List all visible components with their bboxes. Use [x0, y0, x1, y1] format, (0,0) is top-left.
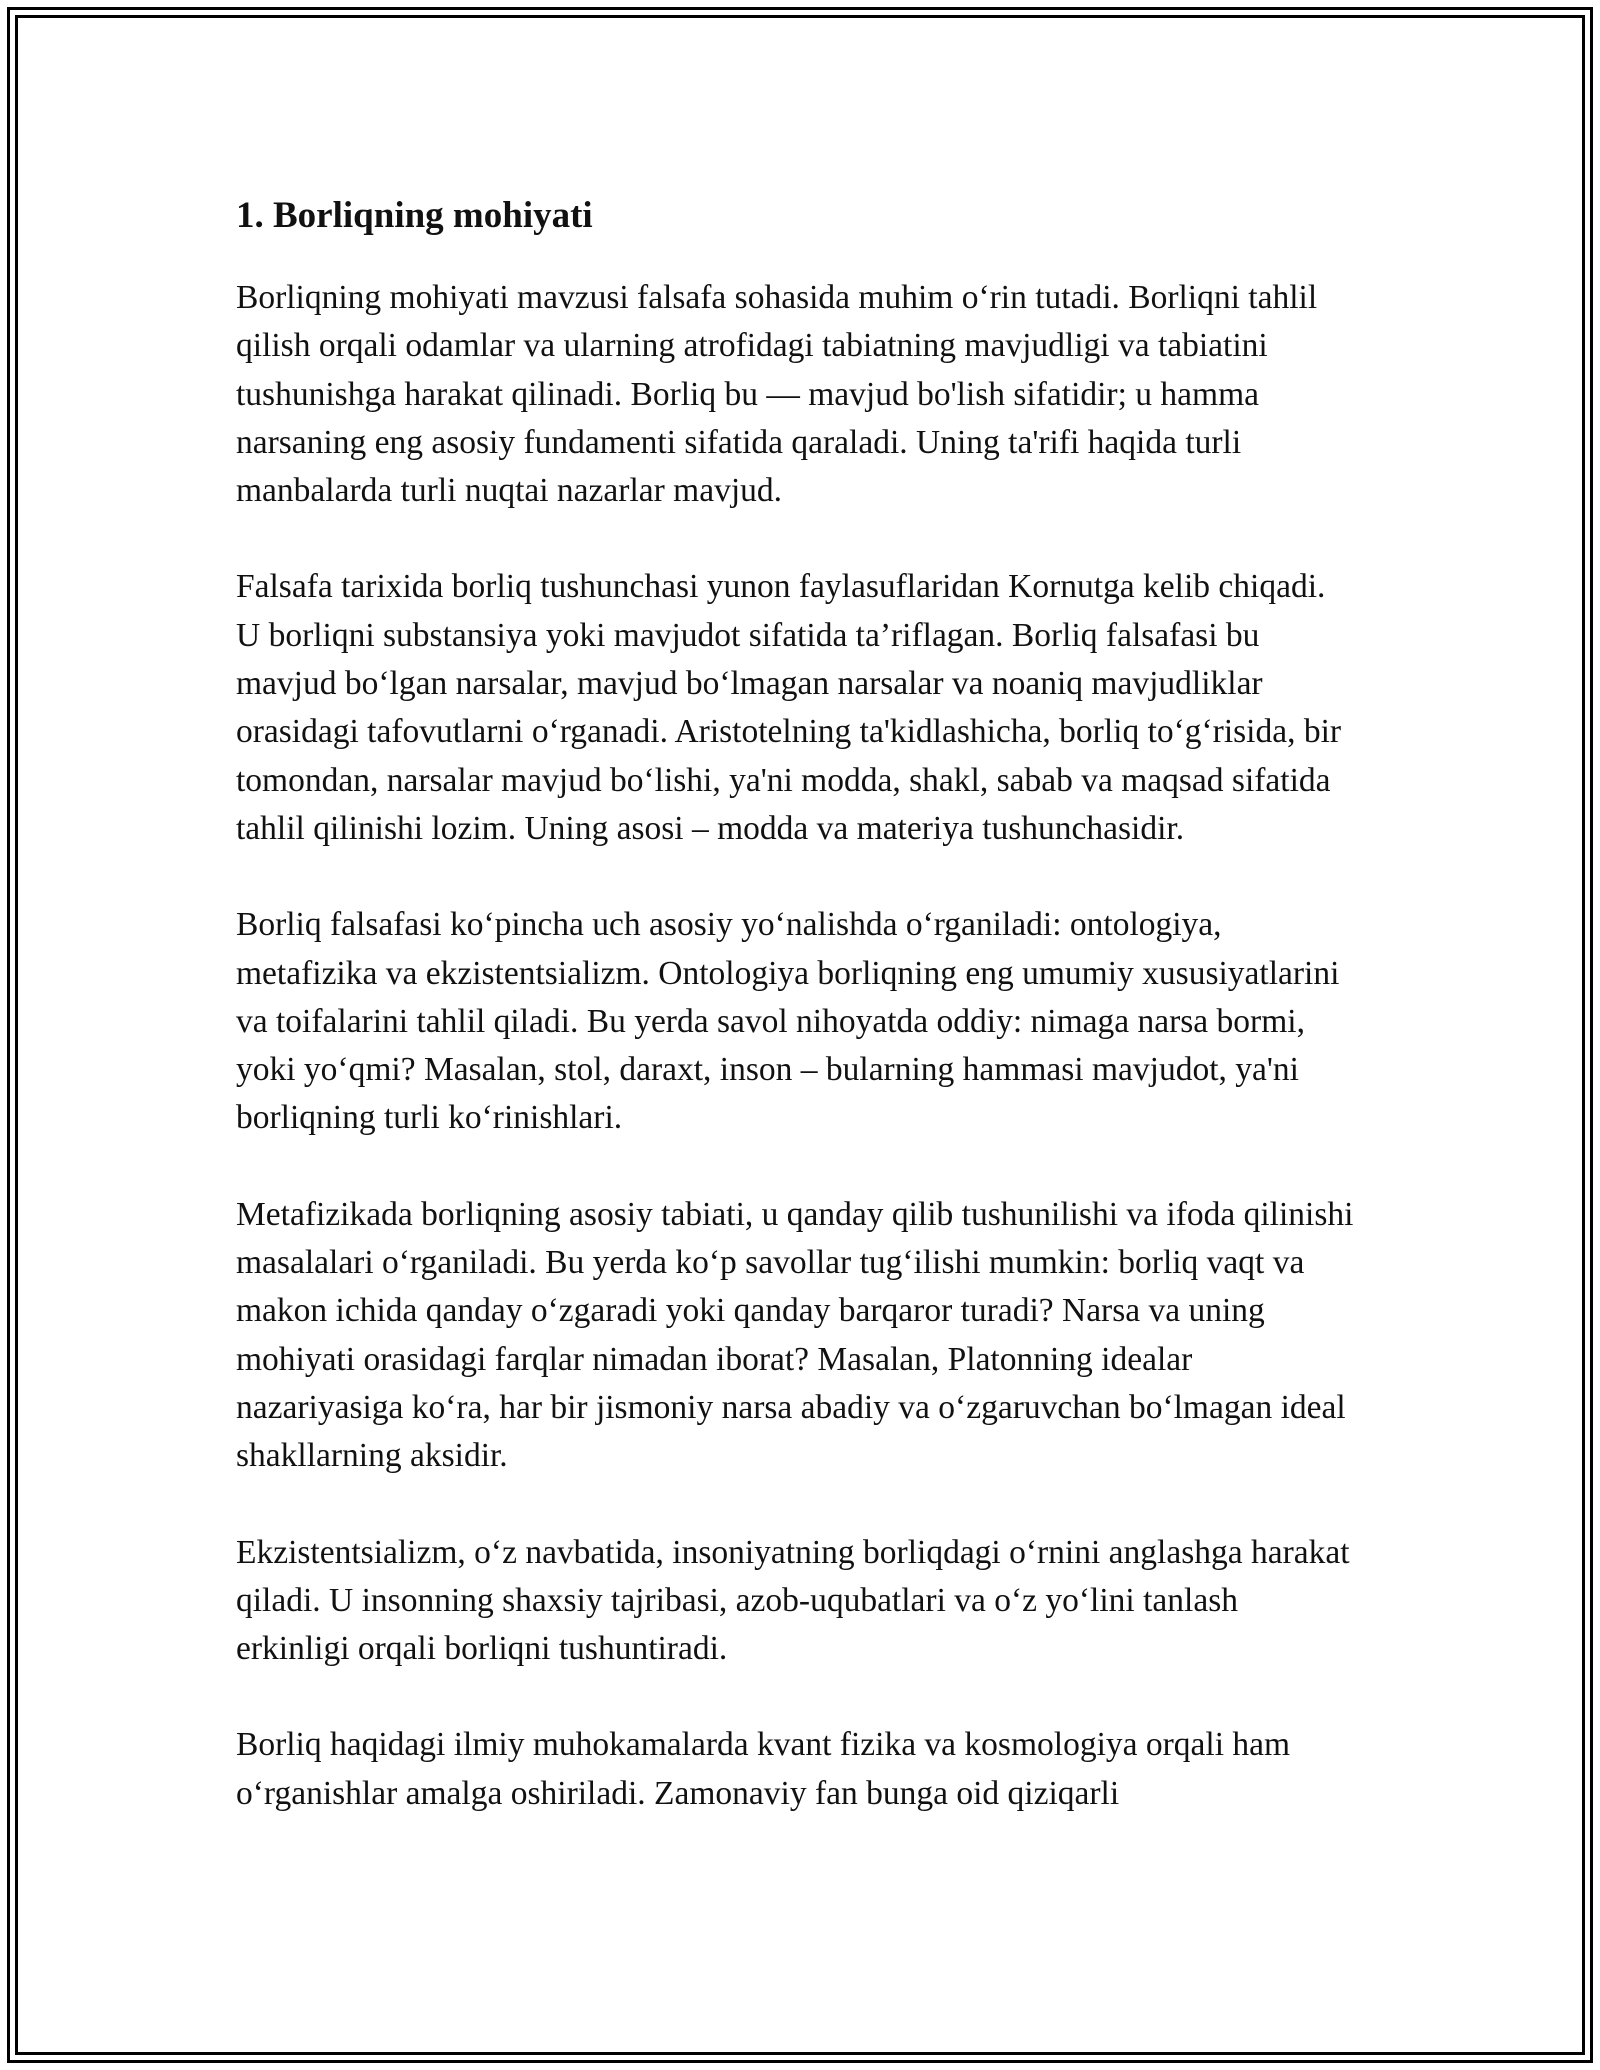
paragraph: Falsafa tarixida borliq tushunchasi yunon faylasuflaridan Kornutga kelib chiqadi. U borliqni substansiya yoki mavjudot sifatida ta’riflagan. Borliq falsafasi bu mavjud bo‘lgan narsalar, mavjud bo‘lmagan narsalar va noaniq mavjudliklar orasidagi tafovutlarni o‘rganadi. Aristotelning ta'kidlashicha, borliq to‘g‘risida, bir tomondan, narsalar mavjud bo‘lishi, ya'ni modda, shakl, sabab va maqsad sifatida tahlil qilinishi lozim. Uning asosi – modda va materiya tushunchasidir.	[236, 568, 1342, 847]
paragraph: Metafizikada borliqning asosiy tabiati, u qanday qilib tushunilishi va ifoda qilinishi masalalari o‘rganiladi. Bu yerda ko‘p savollar tug‘ilishi mumkin: borliq vaqt va makon ichida qanday o‘zgaradi yoki qanday barqaror turadi? Narsa va uning mohiyati orasidagi farqlar nimadan iborat? Masalan, Platonning idealar nazariyasiga ko‘ra, har bir jismoniy narsa abadiy va o‘zgaruvchan bo‘lmagan ideal shakllarning aksidir.	[236, 1195, 1354, 1475]
section-heading: 1. Borliqning mohiyati	[236, 195, 593, 236]
paragraph: Borliq falsafasi ko‘pincha uch asosiy yo‘nalishda o‘rganiladi: ontologiya, metafizika va ekzistentsializm. Ontologiya borliqning eng umumiy xususiyatlarini va toifalarini tahlil qiladi. Bu yerda savol nihoyatda oddiy: nimaga narsa bormi, yoki yo‘qmi? Masalan, stol, daraxt, inson – bularning hammasi mavjudot, ya'ni borliqning turli ko‘rinishlari.	[236, 906, 1340, 1137]
paragraph: Borliq haqidagi ilmiy muhokamalarda kvant fizika va kosmologiya orqali ham o‘rganishlar amalga oshiriladi. Zamonaviy fan bunga oid qiziqarli	[236, 1726, 1291, 1812]
paragraph: Ekzistentsializm, o‘z navbatida, insoniyatning borliqdagi o‘rnini anglashga harakat qiladi. U insonning shaxsiy tajribasi, azob-uqubatlari va o‘z yo‘lini tanlash erkinligi orqali borliqni tushuntiradi.	[236, 1533, 1350, 1668]
document-body	[236, 190, 1356, 1866]
paragraph: Borliqning mohiyati mavzusi falsafa sohasida muhim o‘rin tutadi. Borliqni tahlil qilish orqali odamlar va ularning atrofidagi tabiatning mavjudligi va tabiatini tushunishga harakat qilinadi. Borliq bu — mavjud bo'lish sifatidir; u hamma narsaning eng asosiy fundamenti sifatida qaraladi. Uning ta'rifi haqida turli manbalarda turli nuqtai nazarlar mavjud.	[236, 279, 1318, 510]
